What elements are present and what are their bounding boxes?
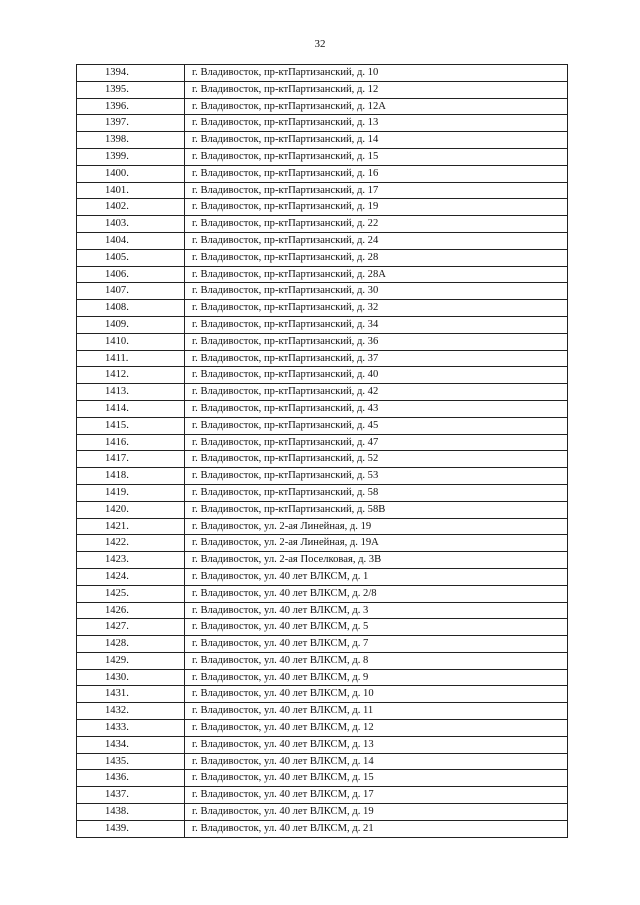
row-address: г. Владивосток, пр-ктПартизанский, д. 58 xyxy=(185,484,568,501)
row-number: 1417. xyxy=(77,451,185,468)
row-number: 1434. xyxy=(77,736,185,753)
table-row xyxy=(77,552,568,569)
row-address: г. Владивосток, пр-ктПартизанский, д. 47 xyxy=(185,434,568,451)
row-address: г. Владивосток, ул. 40 лет ВЛКСМ, д. 9 xyxy=(185,669,568,686)
row-address: г. Владивосток, ул. 40 лет ВЛКСМ, д. 7 xyxy=(185,636,568,653)
row-address: г. Владивосток, ул. 40 лет ВЛКСМ, д. 10 xyxy=(185,686,568,703)
row-number: 1399. xyxy=(77,148,185,165)
row-address: г. Владивосток, пр-ктПартизанский, д. 45 xyxy=(185,417,568,434)
row-number: 1431. xyxy=(77,686,185,703)
row-address: г. Владивосток, пр-ктПартизанский, д. 24 xyxy=(185,232,568,249)
row-number: 1410. xyxy=(77,333,185,350)
row-number: 1413. xyxy=(77,384,185,401)
table-row xyxy=(77,333,568,350)
row-number: 1396. xyxy=(77,98,185,115)
row-address: г. Владивосток, ул. 40 лет ВЛКСМ, д. 8 xyxy=(185,652,568,669)
table-row xyxy=(77,249,568,266)
table-row xyxy=(77,652,568,669)
table-row xyxy=(77,535,568,552)
table-row xyxy=(77,132,568,149)
row-address: г. Владивосток, ул. 40 лет ВЛКСМ, д. 12 xyxy=(185,720,568,737)
row-number: 1395. xyxy=(77,81,185,98)
table-row xyxy=(77,720,568,737)
row-number: 1419. xyxy=(77,484,185,501)
row-address: г. Владивосток, ул. 40 лет ВЛКСМ, д. 19 xyxy=(185,804,568,821)
row-address: г. Владивосток, пр-ктПартизанский, д. 19 xyxy=(185,199,568,216)
table-row xyxy=(77,417,568,434)
table-row xyxy=(77,804,568,821)
table-row xyxy=(77,81,568,98)
table-row xyxy=(77,468,568,485)
row-number: 1427. xyxy=(77,619,185,636)
row-address: г. Владивосток, пр-ктПартизанский, д. 43 xyxy=(185,400,568,417)
row-address: г. Владивосток, пр-ктПартизанский, д. 28 xyxy=(185,249,568,266)
row-address: г. Владивосток, пр-ктПартизанский, д. 40 xyxy=(185,367,568,384)
row-number: 1416. xyxy=(77,434,185,451)
table-row xyxy=(77,216,568,233)
row-number: 1397. xyxy=(77,115,185,132)
table-row xyxy=(77,484,568,501)
table-row xyxy=(77,770,568,787)
table-row xyxy=(77,451,568,468)
row-address: г. Владивосток, ул. 40 лет ВЛКСМ, д. 11 xyxy=(185,703,568,720)
row-address: г. Владивосток, пр-ктПартизанский, д. 22 xyxy=(185,216,568,233)
row-number: 1400. xyxy=(77,165,185,182)
row-number: 1438. xyxy=(77,804,185,821)
row-number: 1432. xyxy=(77,703,185,720)
row-address: г. Владивосток, ул. 40 лет ВЛКСМ, д. 14 xyxy=(185,753,568,770)
row-number: 1405. xyxy=(77,249,185,266)
row-number: 1412. xyxy=(77,367,185,384)
row-address: г. Владивосток, пр-ктПартизанский, д. 13 xyxy=(185,115,568,132)
table-row xyxy=(77,703,568,720)
row-number: 1420. xyxy=(77,501,185,518)
row-number: 1411. xyxy=(77,350,185,367)
row-address: г. Владивосток, ул. 40 лет ВЛКСМ, д. 5 xyxy=(185,619,568,636)
row-address: г. Владивосток, ул. 2-ая Линейная, д. 19 xyxy=(185,518,568,535)
row-number: 1418. xyxy=(77,468,185,485)
table-row xyxy=(77,148,568,165)
row-address: г. Владивосток, пр-ктПартизанский, д. 12 xyxy=(185,81,568,98)
table-row xyxy=(77,367,568,384)
row-address: г. Владивосток, пр-ктПартизанский, д. 28А xyxy=(185,266,568,283)
table-row xyxy=(77,736,568,753)
row-number: 1409. xyxy=(77,316,185,333)
row-number: 1406. xyxy=(77,266,185,283)
table-row xyxy=(77,199,568,216)
table-row xyxy=(77,820,568,837)
row-number: 1429. xyxy=(77,652,185,669)
row-number: 1402. xyxy=(77,199,185,216)
row-number: 1422. xyxy=(77,535,185,552)
row-number: 1414. xyxy=(77,400,185,417)
row-number: 1403. xyxy=(77,216,185,233)
table-row xyxy=(77,686,568,703)
row-number: 1433. xyxy=(77,720,185,737)
table-row xyxy=(77,316,568,333)
row-number: 1394. xyxy=(77,65,185,82)
table-row xyxy=(77,568,568,585)
table-row xyxy=(77,753,568,770)
row-number: 1415. xyxy=(77,417,185,434)
table-row xyxy=(77,165,568,182)
row-address: г. Владивосток, ул. 40 лет ВЛКСМ, д. 2/8 xyxy=(185,585,568,602)
table-row xyxy=(77,669,568,686)
table-row xyxy=(77,602,568,619)
row-address: г. Владивосток, пр-ктПартизанский, д. 34 xyxy=(185,316,568,333)
row-number: 1435. xyxy=(77,753,185,770)
row-number: 1401. xyxy=(77,182,185,199)
row-number: 1436. xyxy=(77,770,185,787)
table-row xyxy=(77,115,568,132)
table-row xyxy=(77,300,568,317)
row-number: 1423. xyxy=(77,552,185,569)
row-address: г. Владивосток, пр-ктПартизанский, д. 15 xyxy=(185,148,568,165)
row-address: г. Владивосток, пр-ктПартизанский, д. 30 xyxy=(185,283,568,300)
row-address: г. Владивосток, пр-ктПартизанский, д. 32 xyxy=(185,300,568,317)
row-address: г. Владивосток, пр-ктПартизанский, д. 17 xyxy=(185,182,568,199)
address-table-body xyxy=(77,65,568,838)
table-row xyxy=(77,98,568,115)
row-address: г. Владивосток, ул. 2-ая Поселковая, д. 3В xyxy=(185,552,568,569)
row-address: г. Владивосток, ул. 40 лет ВЛКСМ, д. 15 xyxy=(185,770,568,787)
row-number: 1426. xyxy=(77,602,185,619)
table-row xyxy=(77,283,568,300)
row-address: г. Владивосток, пр-ктПартизанский, д. 42 xyxy=(185,384,568,401)
table-row xyxy=(77,384,568,401)
row-number: 1421. xyxy=(77,518,185,535)
row-address: г. Владивосток, пр-ктПартизанский, д. 53 xyxy=(185,468,568,485)
row-number: 1430. xyxy=(77,669,185,686)
table-row xyxy=(77,350,568,367)
row-address: г. Владивосток, ул. 40 лет ВЛКСМ, д. 1 xyxy=(185,568,568,585)
row-address: г. Владивосток, пр-ктПартизанский, д. 16 xyxy=(185,165,568,182)
row-address: г. Владивосток, ул. 2-ая Линейная, д. 19А xyxy=(185,535,568,552)
row-number: 1398. xyxy=(77,132,185,149)
table-row xyxy=(77,434,568,451)
row-address: г. Владивосток, ул. 40 лет ВЛКСМ, д. 13 xyxy=(185,736,568,753)
row-address: г. Владивосток, пр-ктПартизанский, д. 52 xyxy=(185,451,568,468)
table-row xyxy=(77,400,568,417)
row-address: г. Владивосток, пр-ктПартизанский, д. 14 xyxy=(185,132,568,149)
table-row xyxy=(77,787,568,804)
table-row xyxy=(77,619,568,636)
row-number: 1407. xyxy=(77,283,185,300)
row-number: 1439. xyxy=(77,820,185,837)
address-table xyxy=(76,64,568,838)
row-address: г. Владивосток, пр-ктПартизанский, д. 58В xyxy=(185,501,568,518)
table-row xyxy=(77,585,568,602)
row-number: 1437. xyxy=(77,787,185,804)
row-number: 1428. xyxy=(77,636,185,653)
table-row xyxy=(77,266,568,283)
row-address: г. Владивосток, ул. 40 лет ВЛКСМ, д. 21 xyxy=(185,820,568,837)
row-number: 1408. xyxy=(77,300,185,317)
row-address: г. Владивосток, пр-ктПартизанский, д. 37 xyxy=(185,350,568,367)
row-number: 1424. xyxy=(77,568,185,585)
table-row xyxy=(77,636,568,653)
table-row xyxy=(77,182,568,199)
row-number: 1425. xyxy=(77,585,185,602)
row-number: 1404. xyxy=(77,232,185,249)
table-row xyxy=(77,65,568,82)
row-address: г. Владивосток, ул. 40 лет ВЛКСМ, д. 3 xyxy=(185,602,568,619)
table-row xyxy=(77,518,568,535)
table-row xyxy=(77,501,568,518)
page-number: 32 xyxy=(314,38,326,50)
row-address: г. Владивосток, пр-ктПартизанский, д. 12А xyxy=(185,98,568,115)
row-address: г. Владивосток, пр-ктПартизанский, д. 36 xyxy=(185,333,568,350)
table-row xyxy=(77,232,568,249)
row-address: г. Владивосток, ул. 40 лет ВЛКСМ, д. 17 xyxy=(185,787,568,804)
row-address: г. Владивосток, пр-ктПартизанский, д. 10 xyxy=(185,65,568,82)
